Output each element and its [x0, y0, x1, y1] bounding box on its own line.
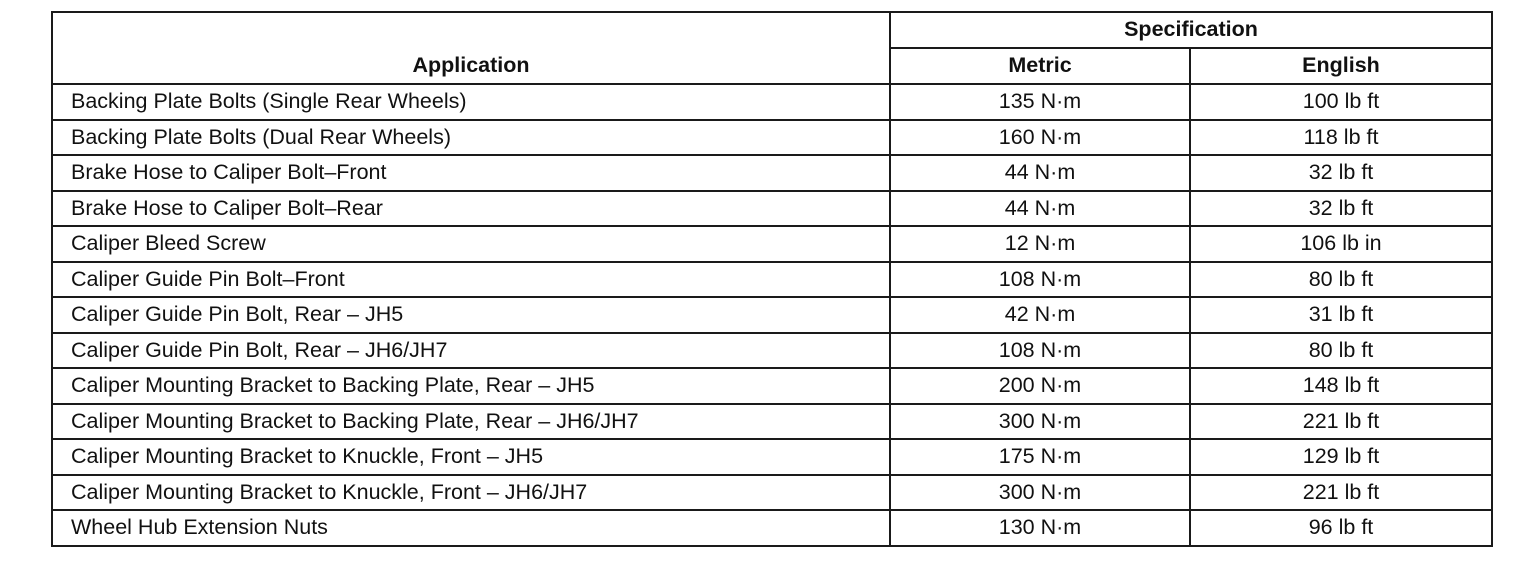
english-cell: 80 lb ft: [1190, 333, 1492, 369]
table-row: [52, 439, 1492, 475]
metric-cell: 12 N·m: [890, 226, 1190, 262]
metric-cell: 200 N·m: [890, 368, 1190, 404]
application-cell: Brake Hose to Caliper Bolt–Rear: [52, 191, 890, 227]
english-cell: 100 lb ft: [1190, 84, 1492, 120]
application-cell: Caliper Mounting Bracket to Knuckle, Front – JH5: [52, 439, 890, 475]
table-row: [52, 297, 1492, 333]
application-cell: Caliper Guide Pin Bolt–Front: [52, 262, 890, 298]
english-column-header: English: [1190, 48, 1492, 84]
table-row: [52, 333, 1492, 369]
english-cell: 148 lb ft: [1190, 368, 1492, 404]
metric-cell: 300 N·m: [890, 404, 1190, 440]
table-header: [52, 12, 1492, 84]
application-cell: Caliper Bleed Screw: [52, 226, 890, 262]
english-cell: 129 lb ft: [1190, 439, 1492, 475]
english-cell: 32 lb ft: [1190, 191, 1492, 227]
table-row: [52, 120, 1492, 156]
table-row: [52, 475, 1492, 511]
table-row: [52, 404, 1492, 440]
table-row: [52, 262, 1492, 298]
metric-cell: 42 N·m: [890, 297, 1190, 333]
table-row: [52, 155, 1492, 191]
metric-cell: 160 N·m: [890, 120, 1190, 156]
english-cell: 31 lb ft: [1190, 297, 1492, 333]
header-row-top: [52, 12, 1492, 48]
metric-cell: 300 N·m: [890, 475, 1190, 511]
specification-column-header: Specification: [890, 12, 1492, 48]
english-cell: 221 lb ft: [1190, 404, 1492, 440]
application-cell: Caliper Guide Pin Bolt, Rear – JH5: [52, 297, 890, 333]
metric-cell: 108 N·m: [890, 333, 1190, 369]
table-row: [52, 84, 1492, 120]
application-cell: Caliper Guide Pin Bolt, Rear – JH6/JH7: [52, 333, 890, 369]
english-cell: 96 lb ft: [1190, 510, 1492, 546]
metric-cell: 135 N·m: [890, 84, 1190, 120]
english-cell: 32 lb ft: [1190, 155, 1492, 191]
torque-specification-table: [51, 11, 1493, 547]
table-row: [52, 510, 1492, 546]
application-column-header: Application: [52, 12, 890, 84]
english-cell: 221 lb ft: [1190, 475, 1492, 511]
table-row: [52, 191, 1492, 227]
table-row: [52, 226, 1492, 262]
metric-cell: 44 N·m: [890, 191, 1190, 227]
table-row: [52, 368, 1492, 404]
application-cell: Caliper Mounting Bracket to Backing Plate, Rear – JH5: [52, 368, 890, 404]
metric-cell: 130 N·m: [890, 510, 1190, 546]
metric-cell: 44 N·m: [890, 155, 1190, 191]
application-cell: Caliper Mounting Bracket to Knuckle, Front – JH6/JH7: [52, 475, 890, 511]
english-cell: 106 lb in: [1190, 226, 1492, 262]
application-cell: Wheel Hub Extension Nuts: [52, 510, 890, 546]
english-cell: 118 lb ft: [1190, 120, 1492, 156]
metric-cell: 175 N·m: [890, 439, 1190, 475]
metric-cell: 108 N·m: [890, 262, 1190, 298]
english-cell: 80 lb ft: [1190, 262, 1492, 298]
application-cell: Backing Plate Bolts (Dual Rear Wheels): [52, 120, 890, 156]
metric-column-header: Metric: [890, 48, 1190, 84]
application-cell: Caliper Mounting Bracket to Backing Plate, Rear – JH6/JH7: [52, 404, 890, 440]
application-cell: Backing Plate Bolts (Single Rear Wheels): [52, 84, 890, 120]
table-body: [52, 84, 1492, 546]
application-cell: Brake Hose to Caliper Bolt–Front: [52, 155, 890, 191]
